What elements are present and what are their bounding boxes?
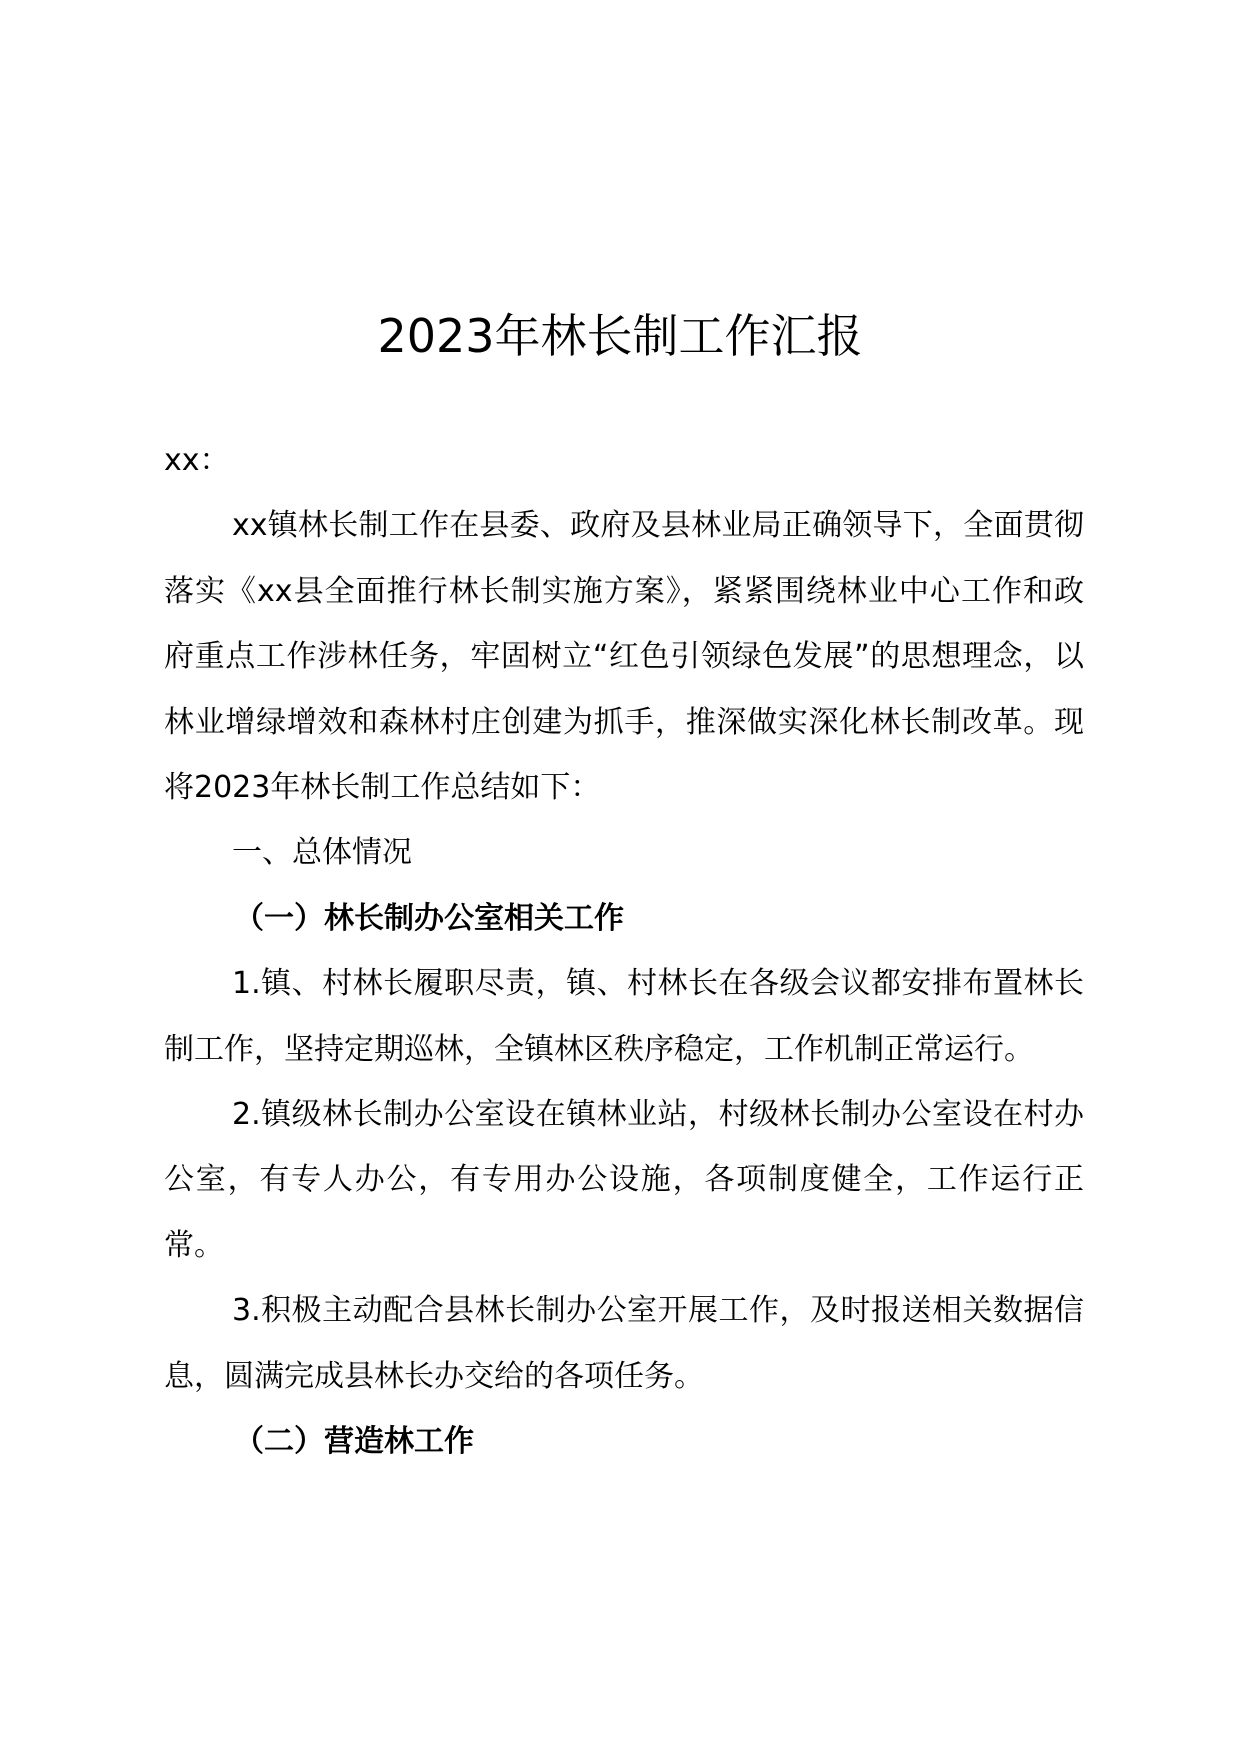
paragraph-item-3: 3.积极主动配合县林长制办公室开展工作，及时报送相关数据信息，圆满完成县林长办交给的各项任务。 [164, 1293, 1084, 1394]
subsection-heading-office-work: （一）林长制办公室相关工作 [234, 900, 624, 936]
subsection-heading-afforestation: （二）营造林工作 [234, 1424, 474, 1460]
paragraph-item-1: 1.镇、村林长履职尽责，镇、村林长在各级会议都安排布置林长制工作，坚持定期巡林，全镇林区秩序稳定，工作机制正常运行。 [164, 966, 1084, 1067]
salutation: xx： [164, 443, 230, 478]
document-body [164, 428, 1084, 1475]
intro-paragraph: xx镇林长制工作在县委、政府及县林业局正确领导下，全面贯彻落实《xx县全面推行林长制实施方案》，紧紧围绕林业中心工作和政府重点工作涉林任务，牢固树立“红色引领绿色发展”的思想理念，以林业增绿增效和森林村庄创建为抓手，推深做实深化林长制改革。现将2023年林长制工作总结如下： [164, 508, 1084, 806]
document-title: 2023年林长制工作汇报 [377, 309, 863, 363]
section-heading-overall: 一、总体情况 [232, 835, 412, 871]
paragraph-item-2: 2.镇级林长制办公室设在镇林业站，村级林长制办公室设在村办公室，有专人办公，有专用办公设施，各项制度健全，工作运行正常。 [164, 1097, 1084, 1263]
